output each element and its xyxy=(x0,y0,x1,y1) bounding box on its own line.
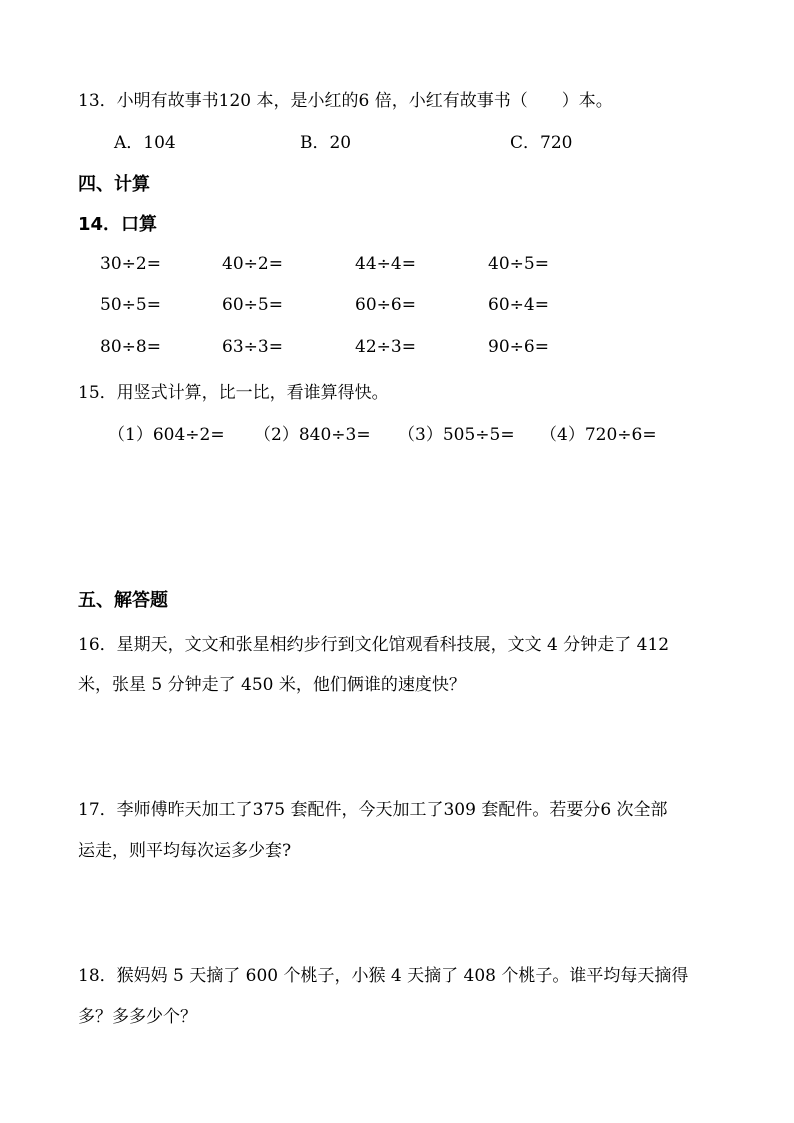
grid-cell: 40÷5= xyxy=(488,254,549,274)
grid-row xyxy=(100,254,660,276)
grid-cell: 44÷4= xyxy=(355,254,416,274)
question-17-line-1: 17．李师傅昨天加工了375 套配件，今天加工了309 套配件。若要分6 次全部 xyxy=(78,800,668,820)
vertical-calc-item: （4）720÷6= xyxy=(540,425,657,445)
vertical-calc-item: （2）840÷3= xyxy=(254,425,371,445)
grid-cell: 80÷8= xyxy=(100,337,161,357)
grid-cell: 60÷6= xyxy=(355,295,416,315)
question-15-text: 15．用竖式计算，比一比，看谁算得快。 xyxy=(78,383,389,403)
question-16-line-2: 米，张星 5 分钟走了 450 米，他们俩谁的速度快？ xyxy=(78,675,466,695)
option-b: B．20 xyxy=(300,133,352,153)
grid-cell: 63÷3= xyxy=(222,337,283,357)
grid-row xyxy=(100,337,660,359)
section-4-heading: 四、计算 xyxy=(78,174,150,195)
vertical-calc-item: （3）505÷5= xyxy=(398,425,515,445)
question-13-text: 13．小明有故事书120 本，是小红的6 倍，小红有故事书（ ）本。 xyxy=(78,91,613,111)
question-17-line-2: 运走，则平均每次运多少套? xyxy=(78,841,292,861)
vertical-calc-item: （1）604÷2= xyxy=(108,425,225,445)
question-16-line-1: 16．星期天，文文和张星相约步行到文化馆观看科技展，文文 4 分钟走了 412 xyxy=(78,635,670,655)
grid-row xyxy=(100,295,660,317)
vertical-calc-items xyxy=(108,420,708,444)
question-13-options xyxy=(100,128,700,152)
grid-cell: 90÷6= xyxy=(488,337,549,357)
grid-cell: 42÷3= xyxy=(355,337,416,357)
grid-cell: 30÷2= xyxy=(100,254,161,274)
question-14-title: 14．口算 xyxy=(78,214,158,235)
grid-cell: 60÷4= xyxy=(488,295,549,315)
option-c: C．720 xyxy=(510,133,573,153)
grid-cell: 50÷5= xyxy=(100,295,161,315)
section-5-heading: 五、解答题 xyxy=(78,590,168,611)
question-18-line-1: 18．猴妈妈 5 天摘了 600 个桃子，小猴 4 天摘了 408 个桃子。谁平均每天摘得 xyxy=(78,966,689,986)
grid-cell: 40÷2= xyxy=(222,254,283,274)
question-18-line-2: 多？多多少个？ xyxy=(78,1007,197,1027)
grid-cell: 60÷5= xyxy=(222,295,283,315)
option-a: A．104 xyxy=(114,133,176,153)
